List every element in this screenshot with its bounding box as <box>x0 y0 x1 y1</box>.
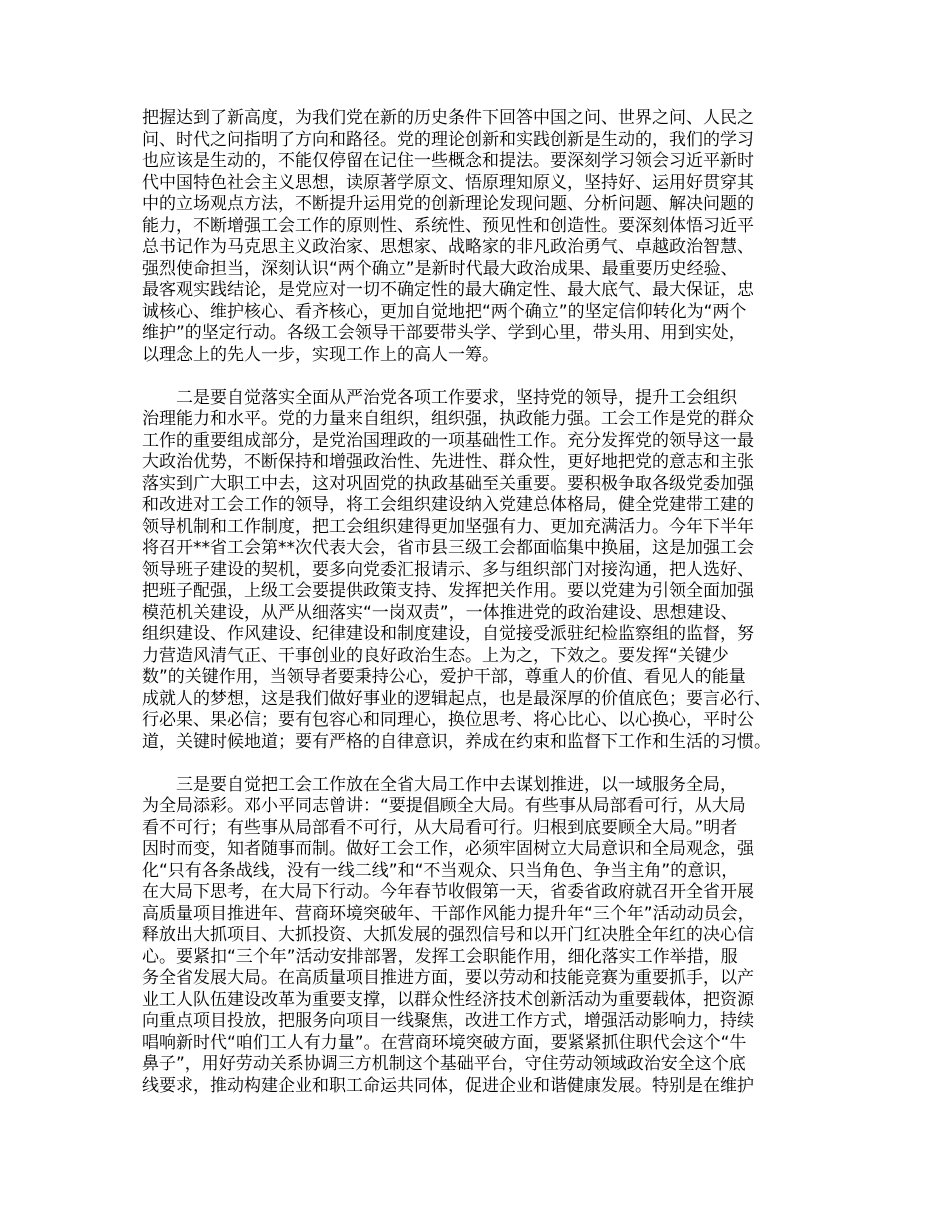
text-line: 三是要自觉把工会工作放在全省大局工作中去谋划推进，以一域服务全局， <box>142 774 737 795</box>
text-line: 线要求，推动构建企业和职工命运共同体，促进企业和谐健康发展。特别是在维护 <box>142 1075 754 1096</box>
text-line: 最客观实践结论，是党应对一切不确定性的最大确定性、最大底气、最大保证，忠 <box>142 280 754 300</box>
text-line: 问、时代之问指明了方向和路径。党的理论创新和实践创新是生动的，我们的学习 <box>142 129 754 150</box>
text-line: 大政治优势，不断保持和增强政治性、先进性、群众性，更好地把党的意志和主张 <box>142 452 754 472</box>
text-line: 和改进对工会工作的领导，将工会组织建设纳入党建总体格局，健全党建带工建的 <box>142 495 754 515</box>
text-line: 为全局添彩。邓小平同志曾讲：“要提倡顾全大局。有些事从局部看可行，从大局 <box>142 796 746 816</box>
text-line: 也应该是生动的，不能仅停留在记住一些概念和提法。要深刻学习领会习近平新时 <box>142 151 754 171</box>
text-line: 唱响新时代“咱们工人有力量”。在营商环境突破方面，要紧紧抓住职代会这个“牛 <box>142 1032 747 1053</box>
text-line: 强烈使命担当，深刻认识“两个确立”是新时代最大政治成果、最重要历史经验、 <box>142 258 738 279</box>
text-line: 代中国特色社会主义思想，读原著学原文、悟原理知原义，坚持好、运用好贯穿其 <box>142 172 754 193</box>
text-line: 落实到广大职工中去，这对巩固党的执政基础至关重要。要积极争取各级党委加强 <box>142 473 754 494</box>
text-line: 行必果、果必信；要有包容心和同理心，换位思考、将心比心、以心换心，平时公 <box>142 710 754 730</box>
text-line: 治理能力和水平。党的力量来自组织，组织强，执政能力强。工会工作是党的群众 <box>142 409 754 429</box>
text-line: 释放出大抓项目、大抓投资、大抓发展的强烈信号和以开门红决胜全年红的决心信 <box>142 925 754 945</box>
text-line: 心。要紧扣“三个年”活动安排部署，发挥工会职能作用，细化落实工作举措，服 <box>142 946 738 967</box>
text-line: 诚核心、维护核心、看齐核心，更加自觉地把“两个确立”的坚定信仰转化为“两个 <box>142 301 747 322</box>
text-line: 道，关键时候地道；要有严格的自律意识，养成在约束和监督下工作和生活的习惯。 <box>142 731 771 752</box>
text-line: 能力，不断增强工会工作的原则性、系统性、预见性和创造性。要深刻体悟习近平 <box>142 215 754 236</box>
text-line: 领导班子建设的契机，要多向党委汇报请示、多与组织部门对接沟通，把人选好、 <box>142 559 754 580</box>
text-line: 鼻子”，用好劳动关系协调三方机制这个基础平台，守住劳动领域政治安全这个底 <box>142 1054 746 1074</box>
text-line: 在大局下思考，在大局下行动。今年春节收假第一天，省委省政府就召开全省开展 <box>142 882 754 902</box>
text-line: 业工人队伍建设改革为重要支撑，以群众性经济技术创新活动为重要载体，把资源 <box>142 989 754 1010</box>
text-line: 工作的重要组成部分，是党治国理政的一项基础性工作。充分发挥党的领导这一最 <box>142 430 754 451</box>
text-line: 总书记作为马克思主义政治家、思想家、战略家的非凡政治勇气、卓越政治智慧、 <box>142 237 754 257</box>
text-line: 看不可行；有些事从局部看不可行，从大局看可行。归根到底要顾全大局。”明者 <box>142 817 738 838</box>
paragraph-1 <box>142 108 822 366</box>
text-line: 以理念上的先人一步，实现工作上的高人一筹。 <box>142 344 499 365</box>
text-line: 向重点项目投放，把服务向项目一线聚焦，改进工作方式，增强活动影响力，持续 <box>142 1011 754 1031</box>
text-line: 模范机关建设，从严从细落实“一岗双责”，一体推进党的政治建设、思想建设、 <box>142 602 738 623</box>
text-line: 数”的关键作用，当领导者要秉持公心，爱护干部，尊重人的价值、看见人的能量 <box>142 667 746 687</box>
text-line: 务全省发展大局。在高质量项目推进方面，要以劳动和技能竞赛为重要抓手，以产 <box>142 968 754 988</box>
text-line: 二是要自觉落实全面从严治党各项工作要求，坚持党的领导，提升工会组织 <box>142 387 737 408</box>
text-line: 化“只有各条战线，没有一线二线”和“不当观众、只当角色、争当主角”的意识， <box>142 860 739 881</box>
paragraph-3 <box>142 775 822 1098</box>
text-line: 把班子配强，上级工会要提供政策支持、发挥把关作用。要以党建为引领全面加强 <box>142 581 754 601</box>
text-line: 将召开**省工会第**次代表大会，省市县三级工会都面临集中换届，这是加强工会 <box>142 538 754 558</box>
document-body <box>142 108 822 1119</box>
text-line: 领导机制和工作制度，把工会组织建得更加坚强有力、更加充满活力。今年下半年 <box>142 516 754 537</box>
text-line: 高质量项目推进年、营商环境突破年、干部作风能力提升年“三个年”活动动员会， <box>142 903 755 924</box>
text-line: 维护”的坚定行动。各级工会领导干部要带头学、学到心里，带头用、用到实处， <box>142 323 746 343</box>
text-line: 力营造风清气正、干事创业的良好政治生态。上为之，下效之。要发挥“关键少 <box>142 645 729 666</box>
paragraph-2 <box>142 388 822 754</box>
text-line: 把握达到了新高度，为我们党在新的历史条件下回答中国之问、世界之问、人民之 <box>142 108 754 128</box>
text-line: 因时而变，知者随事而制。做好工会工作，必须牢固树立大局意识和全局观念，强 <box>142 839 754 859</box>
text-line: 中的立场观点方法，不断提升运用党的创新理论发现问题、分析问题、解决问题的 <box>142 194 754 214</box>
text-line: 成就人的梦想，这是我们做好事业的逻辑起点，也是最深厚的价值底色；要言必行、 <box>142 688 771 709</box>
text-line: 组织建设、作风建设、纪律建设和制度建设，自觉接受派驻纪检监察组的监督，努 <box>142 624 754 644</box>
